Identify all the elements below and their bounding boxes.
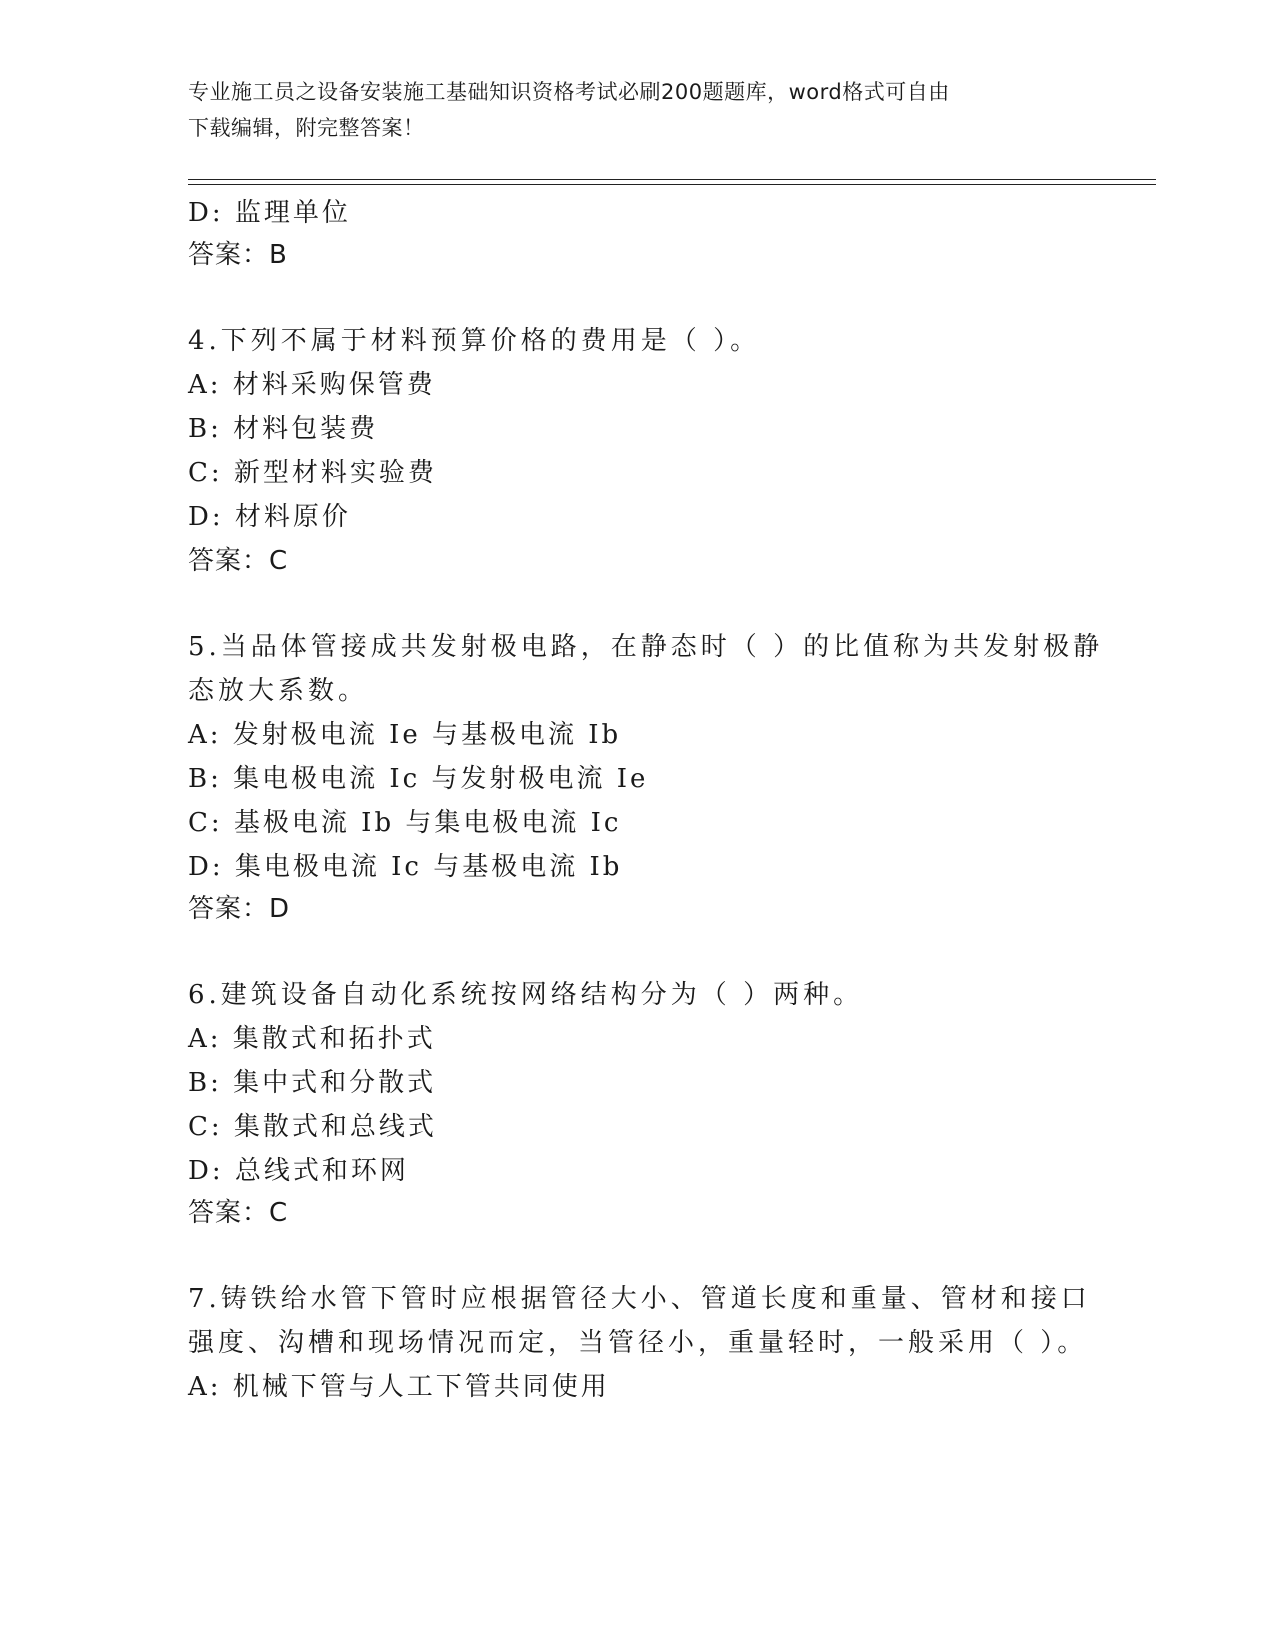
- header-divider-bottom: [188, 184, 1156, 185]
- q6-option-b: B: 集中式和分散式: [188, 1068, 437, 1098]
- q6-option-a: A: 集散式和拓扑式: [188, 1024, 436, 1054]
- header-divider-top: [188, 179, 1156, 180]
- prev-answer: 答案：B: [188, 240, 288, 270]
- q4-option-a: A: 材料采购保管费: [188, 370, 436, 400]
- q4-answer: 答案：C: [188, 546, 289, 576]
- q7-option-a: A: 机械下管与人工下管共同使用: [188, 1372, 610, 1402]
- q5-stem-line-2: 态放大系数。: [188, 676, 369, 706]
- q4-stem: 4.下列不属于材料预算价格的费用是（ ）。: [188, 326, 761, 356]
- q5-stem-line-1: 5.当品体管接成共发射极电路，在静态时（ ）的比值称为共发射极静: [188, 632, 1104, 662]
- q4-option-c: C: 新型材料实验费: [188, 458, 437, 488]
- q6-stem: 6.建筑设备自动化系统按网络结构分为（ ）两种。: [188, 980, 864, 1010]
- header-line-2: 下载编辑，附完整答案！: [188, 116, 425, 140]
- q4-option-b: B: 材料包装费: [188, 414, 379, 444]
- q5-option-d: D: 集电极电流 Ic 与基极电流 Ib: [188, 852, 623, 882]
- q6-option-c: C: 集散式和总线式: [188, 1112, 437, 1142]
- q4-option-d: D: 材料原价: [188, 502, 351, 532]
- q5-option-b: B: 集电极电流 Ic 与发射极电流 Ie: [188, 764, 649, 794]
- q6-answer: 答案：C: [188, 1198, 289, 1228]
- q6-option-d: D: 总线式和环网: [188, 1156, 409, 1186]
- header-line-1: 专业施工员之设备安装施工基础知识资格考试必刷200题题库，word格式可自由: [188, 80, 950, 104]
- q5-option-a: A: 发射极电流 Ie 与基极电流 Ib: [188, 720, 622, 750]
- q7-stem-line-2: 强度、沟槽和现场情况而定，当管径小，重量轻时，一般采用（ ）。: [188, 1328, 1088, 1358]
- prev-option-d: D: 监理单位: [188, 198, 351, 228]
- q7-stem-line-1: 7.铸铁给水管下管时应根据管径大小、管道长度和重量、管材和接口: [188, 1284, 1091, 1314]
- page-header: [188, 74, 1088, 146]
- q5-answer: 答案：D: [188, 894, 291, 924]
- q5-option-c: C: 基极电流 Ib 与集电极电流 Ic: [188, 808, 622, 838]
